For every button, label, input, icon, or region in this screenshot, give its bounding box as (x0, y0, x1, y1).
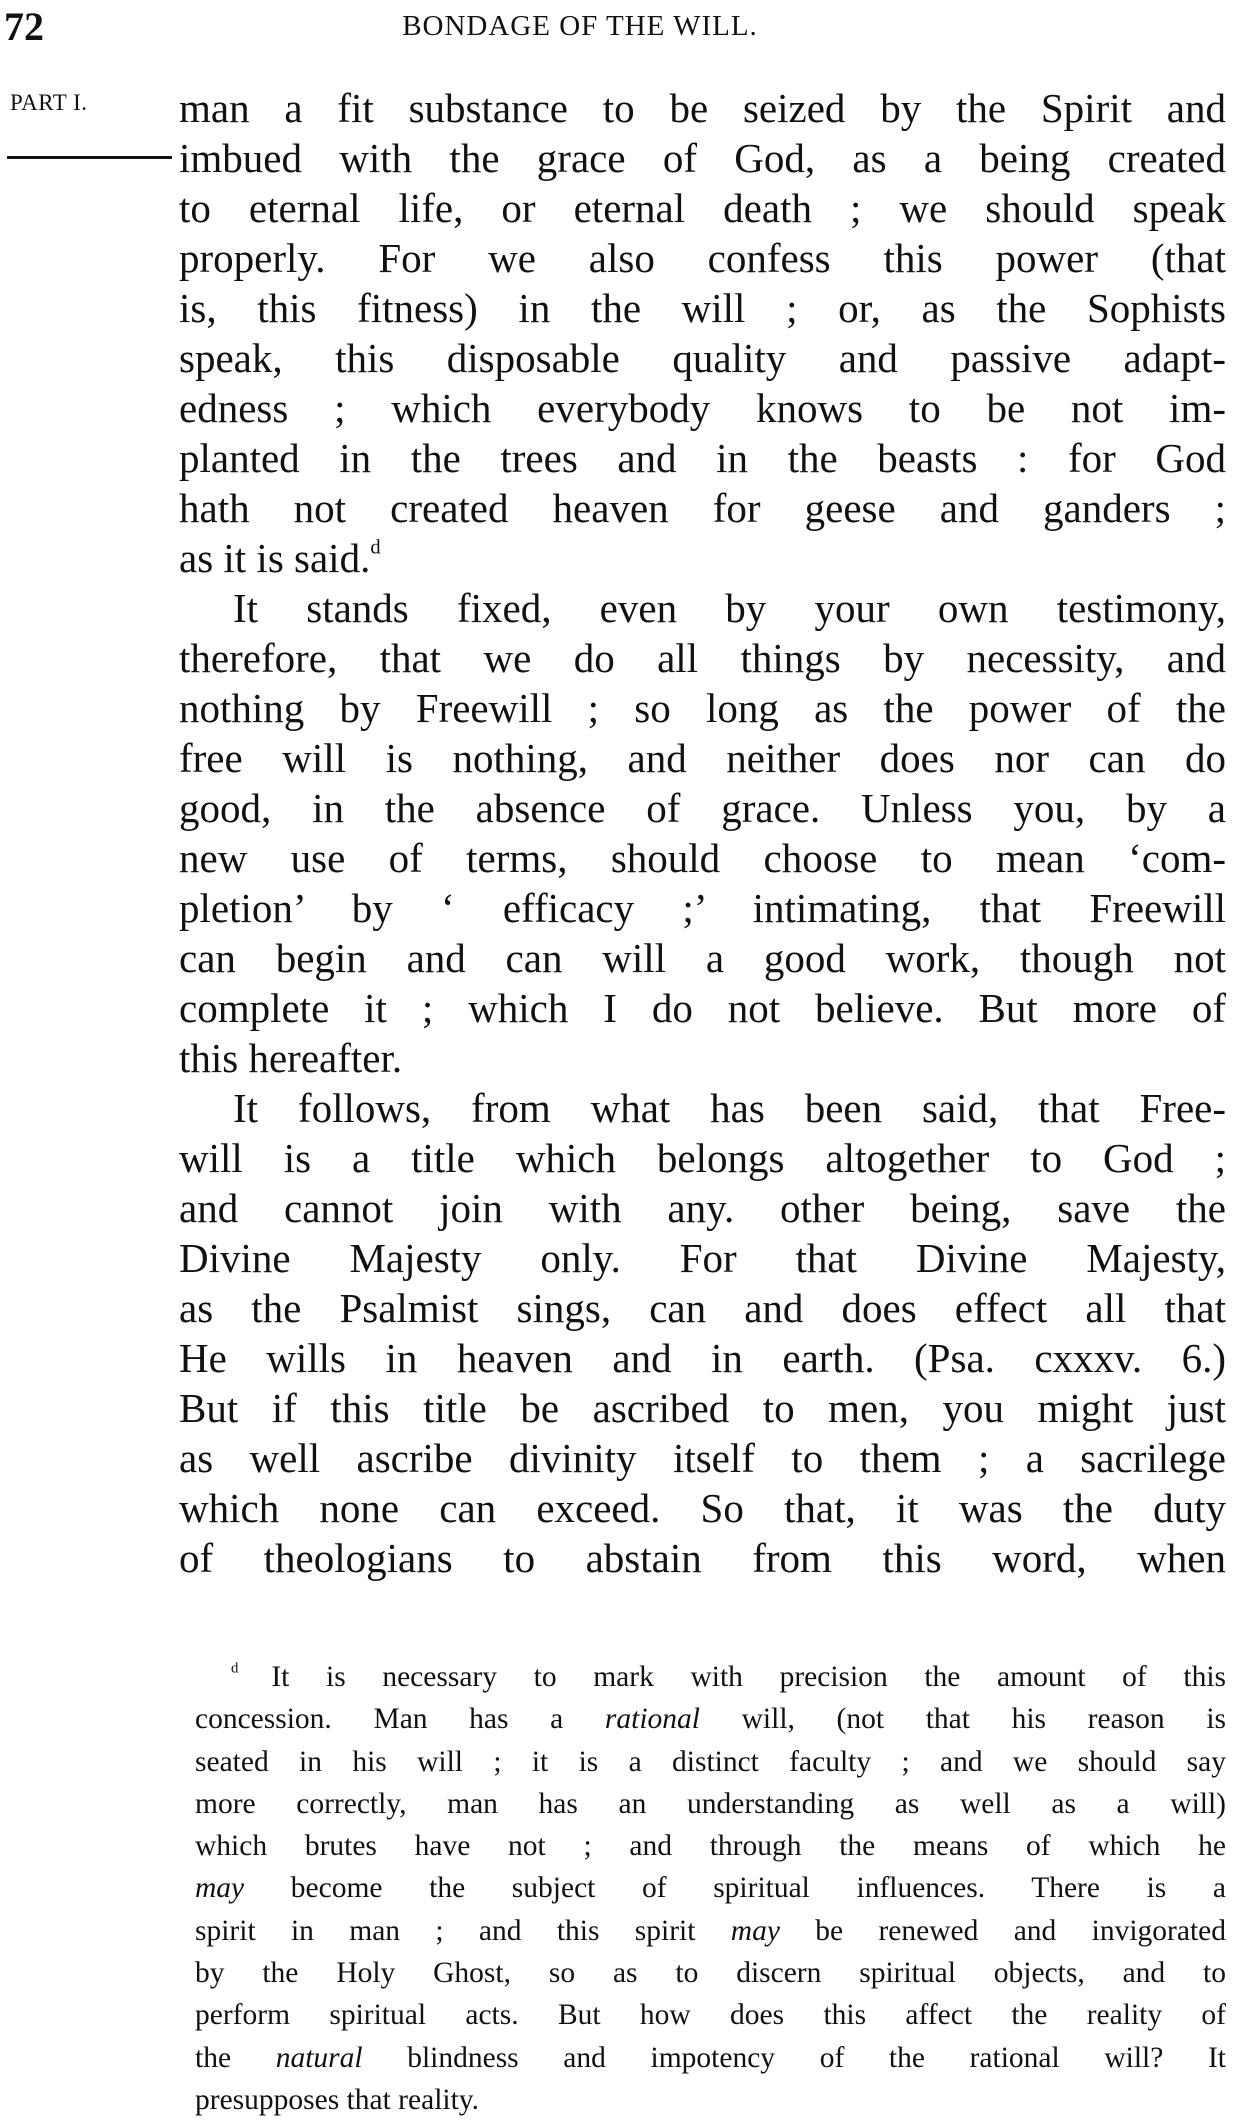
footnote-line (195, 1910, 1226, 1952)
text-line: But if this title be ascribed to men, you might just (179, 1385, 1226, 1431)
text-line: which none can exceed. So that, it was the duty (179, 1485, 1226, 1531)
footnote-reference: d (370, 536, 381, 559)
text-segment: blindness and impotency of the rational will? It (362, 2041, 1226, 2074)
text-line: of theologians to abstain from this word, when (179, 1535, 1226, 1581)
text-segment: which brutes have not ; and through the means of which he (195, 1830, 1226, 1863)
text-segment: seated in his will ; it is a distinct faculty ; and we should say (195, 1745, 1226, 1778)
text-line: imbued with the grace of God, as a being created (179, 135, 1226, 181)
text-segment: concession. Man has a (195, 1703, 605, 1736)
text-line: nothing by Freewill ; so long as the power of the (179, 685, 1226, 731)
italic-word: may (730, 1914, 780, 1947)
italic-word: natural (275, 2041, 363, 2074)
text-line: to eternal life, or eternal death ; we should speak (179, 185, 1226, 231)
footnote-line (195, 1656, 1226, 1698)
footnote-line (195, 1825, 1226, 1867)
text-line: man a fit substance to be seized by the Spirit and (179, 85, 1226, 131)
text-line: He wills in heaven and in earth. (Psa. cxxxv. 6.) (179, 1335, 1226, 1381)
text-line: as the Psalmist sings, can and does effect all that (179, 1285, 1226, 1331)
text-line: therefore, that we do all things by necessity, and (179, 635, 1226, 681)
text-line: Divine Majesty only. For that Divine Majesty, (179, 1235, 1226, 1281)
footnote-line (195, 1867, 1226, 1909)
text-line: is, this fitness) in the will ; or, as the Sophists (179, 285, 1226, 331)
text-line: free will is nothing, and neither does nor can do (179, 735, 1226, 781)
text-segment: perform spiritual acts. But how does this affect the reality of (195, 1999, 1226, 2032)
page-number: 72 (4, 4, 44, 49)
text-line: hath not created heaven for geese and ganders ; (179, 485, 1226, 531)
text-line: can begin and can will a good work, though not (179, 935, 1226, 981)
footnote-line (195, 1698, 1226, 1740)
footnote-line (195, 2079, 1226, 2121)
footnote-line (195, 1952, 1226, 1994)
text-line: complete it ; which I do not believe. But more of (179, 985, 1226, 1031)
text-line: good, in the absence of grace. Unless you, by a (179, 785, 1226, 831)
text-segment: the (195, 2041, 276, 2074)
text-line: this hereafter. (179, 1035, 403, 1081)
text-line: new use of terms, should choose to mean ‘com- (179, 835, 1226, 881)
text-line: edness ; which everybody knows to be not im- (179, 385, 1226, 431)
text-line: properly. For we also confess this power (that (179, 235, 1226, 281)
text-line: It stands fixed, even by your own testimony, (233, 585, 1226, 631)
text-line: planted in the trees and in the beasts : for God (179, 435, 1226, 481)
footnote-marker: d (231, 1660, 272, 1677)
text-line: speak, this disposable quality and passive adapt- (179, 335, 1226, 381)
text-segment: be renewed and invigorated (779, 1914, 1226, 1947)
text-segment: more correctly, man has an understanding as well as a will) (195, 1787, 1226, 1820)
text-line: as well ascribe divinity itself to them ; a sacrilege (179, 1435, 1226, 1481)
text-line: pletion’ by ‘ efficacy ;’ intimating, that Freewill (179, 885, 1226, 931)
text-segment: spirit in man ; and this spirit (195, 1914, 731, 1947)
side-note-rule (7, 156, 172, 159)
footnote-line (195, 1741, 1226, 1783)
side-note-part: PART I. (10, 90, 88, 115)
footnote-line (195, 1994, 1226, 2036)
footnote-line (195, 1783, 1226, 1825)
text-line: will is a title which belongs altogether to God ; (179, 1135, 1226, 1181)
text-line: and cannot join with any. other being, save the (179, 1185, 1226, 1231)
main-text (179, 83, 1226, 1583)
running-head: BONDAGE OF THE WILL. (402, 10, 758, 42)
text-segment: become the subject of spiritual influences. There is a (244, 1872, 1226, 1905)
text-line: as it is said.$^d$ (179, 535, 381, 581)
text-segment: will, (not that his reason is (699, 1703, 1226, 1736)
footnote (195, 1656, 1226, 2121)
text-segment: It is necessary to mark with precision the amount of this (271, 1661, 1227, 1693)
italic-word: rational (604, 1703, 700, 1736)
text-segment: presupposes that reality. (195, 2083, 479, 2116)
italic-word: may (195, 1872, 245, 1905)
footnote-line (195, 2037, 1226, 2079)
text-segment: by the Holy Ghost, so as to discern spiritual objects, and to (195, 1957, 1226, 1990)
text-line: It follows, from what has been said, that Free- (233, 1085, 1226, 1131)
